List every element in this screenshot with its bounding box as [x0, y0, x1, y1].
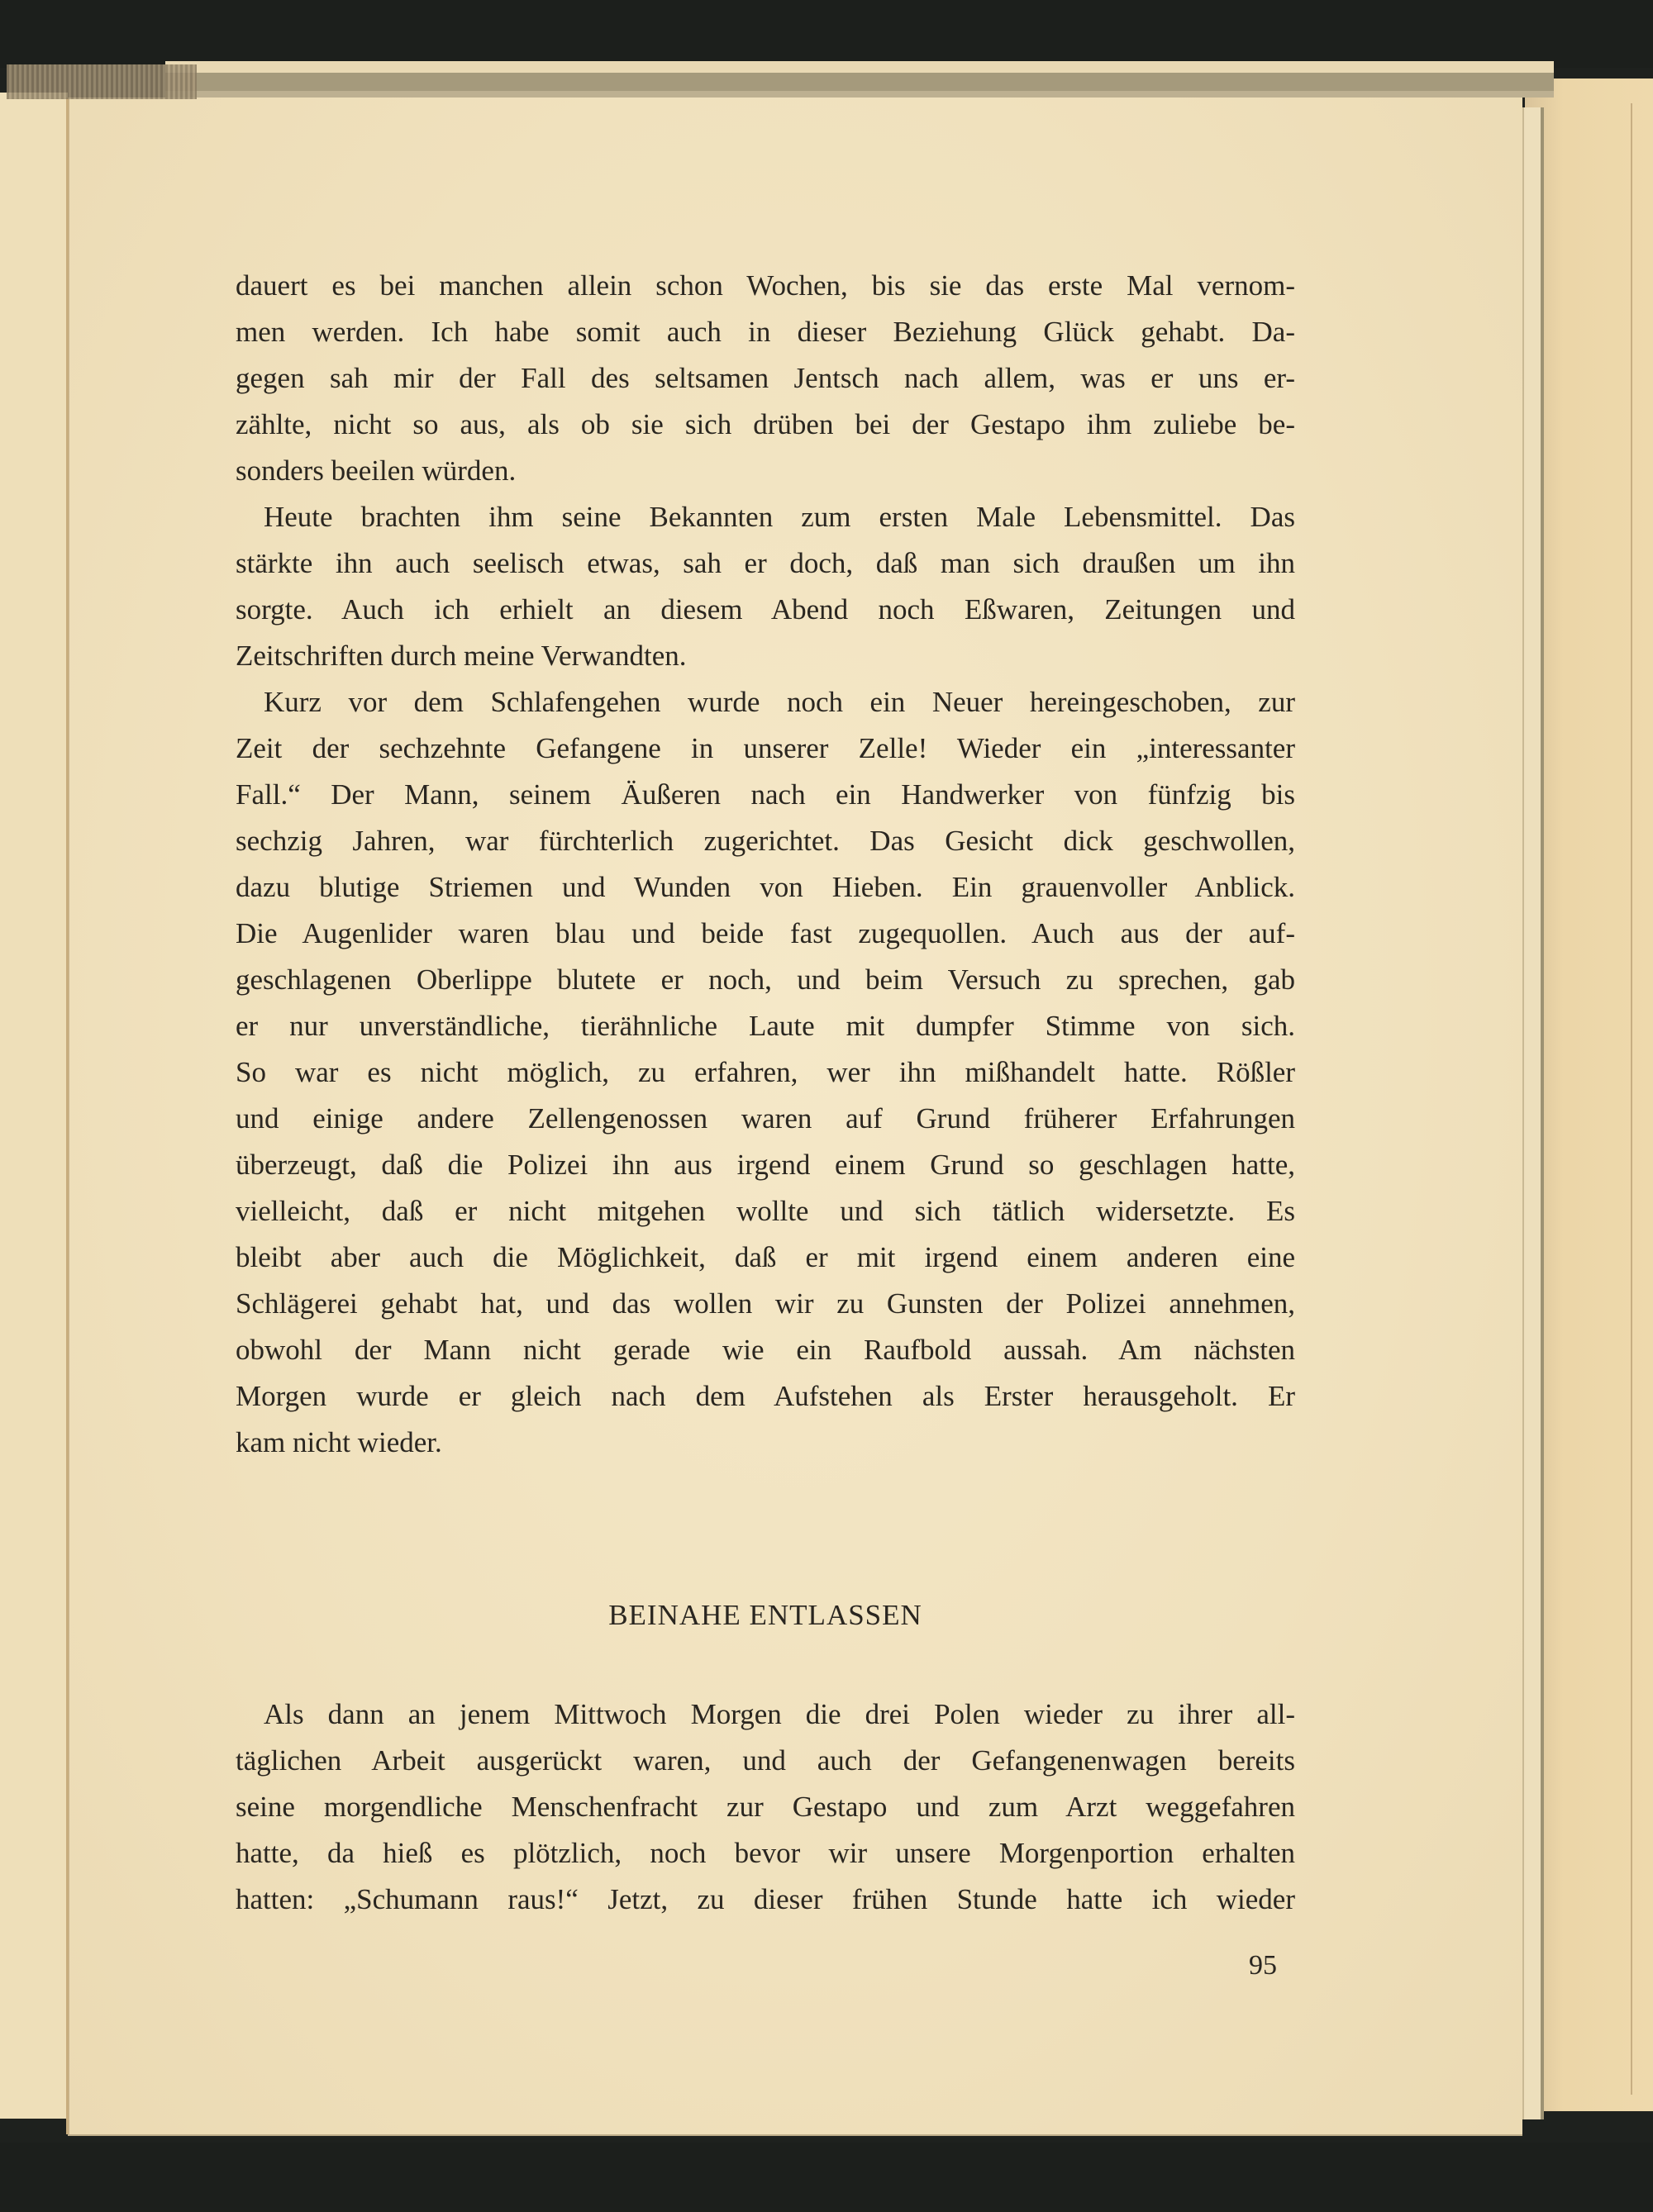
cover-flap-edge: [1631, 103, 1632, 2095]
text-line: bleibt aber auch die Möglichkeit, daß er mit irgend einem anderen eine: [236, 1241, 1295, 1273]
text-line: Schlägerei gehabt hat, und das wollen wir zu Gunsten der Polizei annehmen,: [236, 1287, 1295, 1320]
text-line: täglichen Arbeit ausgerückt waren, und auch der Gefangenenwagen bereits: [236, 1744, 1295, 1777]
paragraph: [236, 263, 1295, 494]
body-text-section-1: [236, 263, 1295, 1466]
text-line: seine morgendliche Menschenfracht zur Gestapo und zum Arzt weggefahren: [236, 1791, 1295, 1823]
paragraph: [236, 1691, 1295, 1923]
book-gutter: [66, 98, 69, 2134]
body-text-section-2: [236, 1691, 1295, 1923]
text-line: hatten: „Schumann raus!“ Jetzt, zu dieser frühen Stunde hatte ich wieder: [236, 1883, 1295, 1915]
scan-background-bottom: [0, 2143, 1653, 2212]
text-line: sechzig Jahren, war fürchterlich zugerichtet. Das Gesicht dick geschwollen,: [236, 825, 1295, 857]
paragraph: [236, 494, 1295, 679]
section-heading: BEINAHE ENTLASSEN: [608, 1599, 922, 1631]
text-line: Fall.“ Der Mann, seinem Äußeren nach ein Handwerker von fünfzig bis: [236, 778, 1295, 811]
scan-background-top: [0, 0, 1653, 68]
text-line: geschlagenen Oberlippe blutete er noch, und beim Versuch zu sprechen, gab: [236, 963, 1295, 996]
text-line: stärkte ihn auch seelisch etwas, sah er doch, daß man sich draußen um ihn: [236, 547, 1295, 579]
text-line: er nur unverständliche, tierähnliche Laute mit dumpfer Stimme von sich.: [236, 1010, 1295, 1042]
text-line: vielleicht, daß er nicht mitgehen wollte und sich tätlich widersetzte. Es: [236, 1195, 1295, 1227]
spine-binding-tape: [7, 64, 197, 99]
text-line: und einige andere Zellengenossen waren auf Grund früherer Erfahrungen: [236, 1102, 1295, 1135]
page-number: 95: [1249, 1950, 1277, 1981]
text-line: men werden. Ich habe somit auch in dieser Beziehung Glück gehabt. Da-: [236, 316, 1295, 348]
text-line: Heute brachten ihm seine Bekannten zum ersten Male Lebensmittel. Das: [264, 501, 1295, 533]
text-line: Zeitschriften durch meine Verwandten.: [236, 640, 687, 672]
text-line: hatte, da hieß es plötzlich, noch bevor wir unsere Morgenportion erhalten: [236, 1837, 1295, 1869]
text-line: sonders beeilen würden.: [236, 454, 517, 487]
text-line: sorgte. Auch ich erhielt an diesem Abend noch Eßwaren, Zeitungen und: [236, 593, 1295, 626]
text-line: dazu blutige Striemen und Wunden von Hieben. Ein grauenvoller Anblick.: [236, 871, 1295, 903]
text-line: Die Augenlider waren blau und beide fast zugequollen. Auch aus der auf-: [236, 917, 1295, 949]
text-line: dauert es bei manchen allein schon Wochen, bis sie das erste Mal vernom-: [236, 269, 1295, 302]
text-line: So war es nicht möglich, zu erfahren, wer ihn mißhandelt hatte. Rößler: [236, 1056, 1295, 1088]
book-cover-flap: [1525, 78, 1653, 2111]
text-line: Morgen wurde er gleich nach dem Aufstehen als Erster herausgeholt. Er: [236, 1380, 1295, 1412]
page-top-edge-band: [165, 61, 1554, 98]
text-line: Kurz vor dem Schlafengehen wurde noch ein Neuer hereingeschoben, zur: [264, 686, 1295, 718]
text-line: Zeit der sechzehnte Gefangene in unserer Zelle! Wieder ein „interessanter: [236, 732, 1295, 764]
text-line: überzeugt, daß die Polizei ihn aus irgend einem Grund so geschlagen hatte,: [236, 1149, 1295, 1181]
text-line: zählte, nicht so aus, als ob sie sich drüben bei der Gestapo ihm zuliebe be-: [236, 408, 1295, 440]
facing-page-edge: [0, 93, 68, 2119]
text-line: kam nicht wieder.: [236, 1426, 442, 1458]
text-line: gegen sah mir der Fall des seltsamen Jentsch nach allem, was er uns er-: [236, 362, 1295, 394]
paragraph: [236, 679, 1295, 1466]
text-line: obwohl der Mann nicht gerade wie ein Raufbold aussah. Am nächsten: [236, 1334, 1295, 1366]
text-line: Als dann an jenem Mittwoch Morgen die drei Polen wieder zu ihrer all-: [264, 1698, 1295, 1730]
